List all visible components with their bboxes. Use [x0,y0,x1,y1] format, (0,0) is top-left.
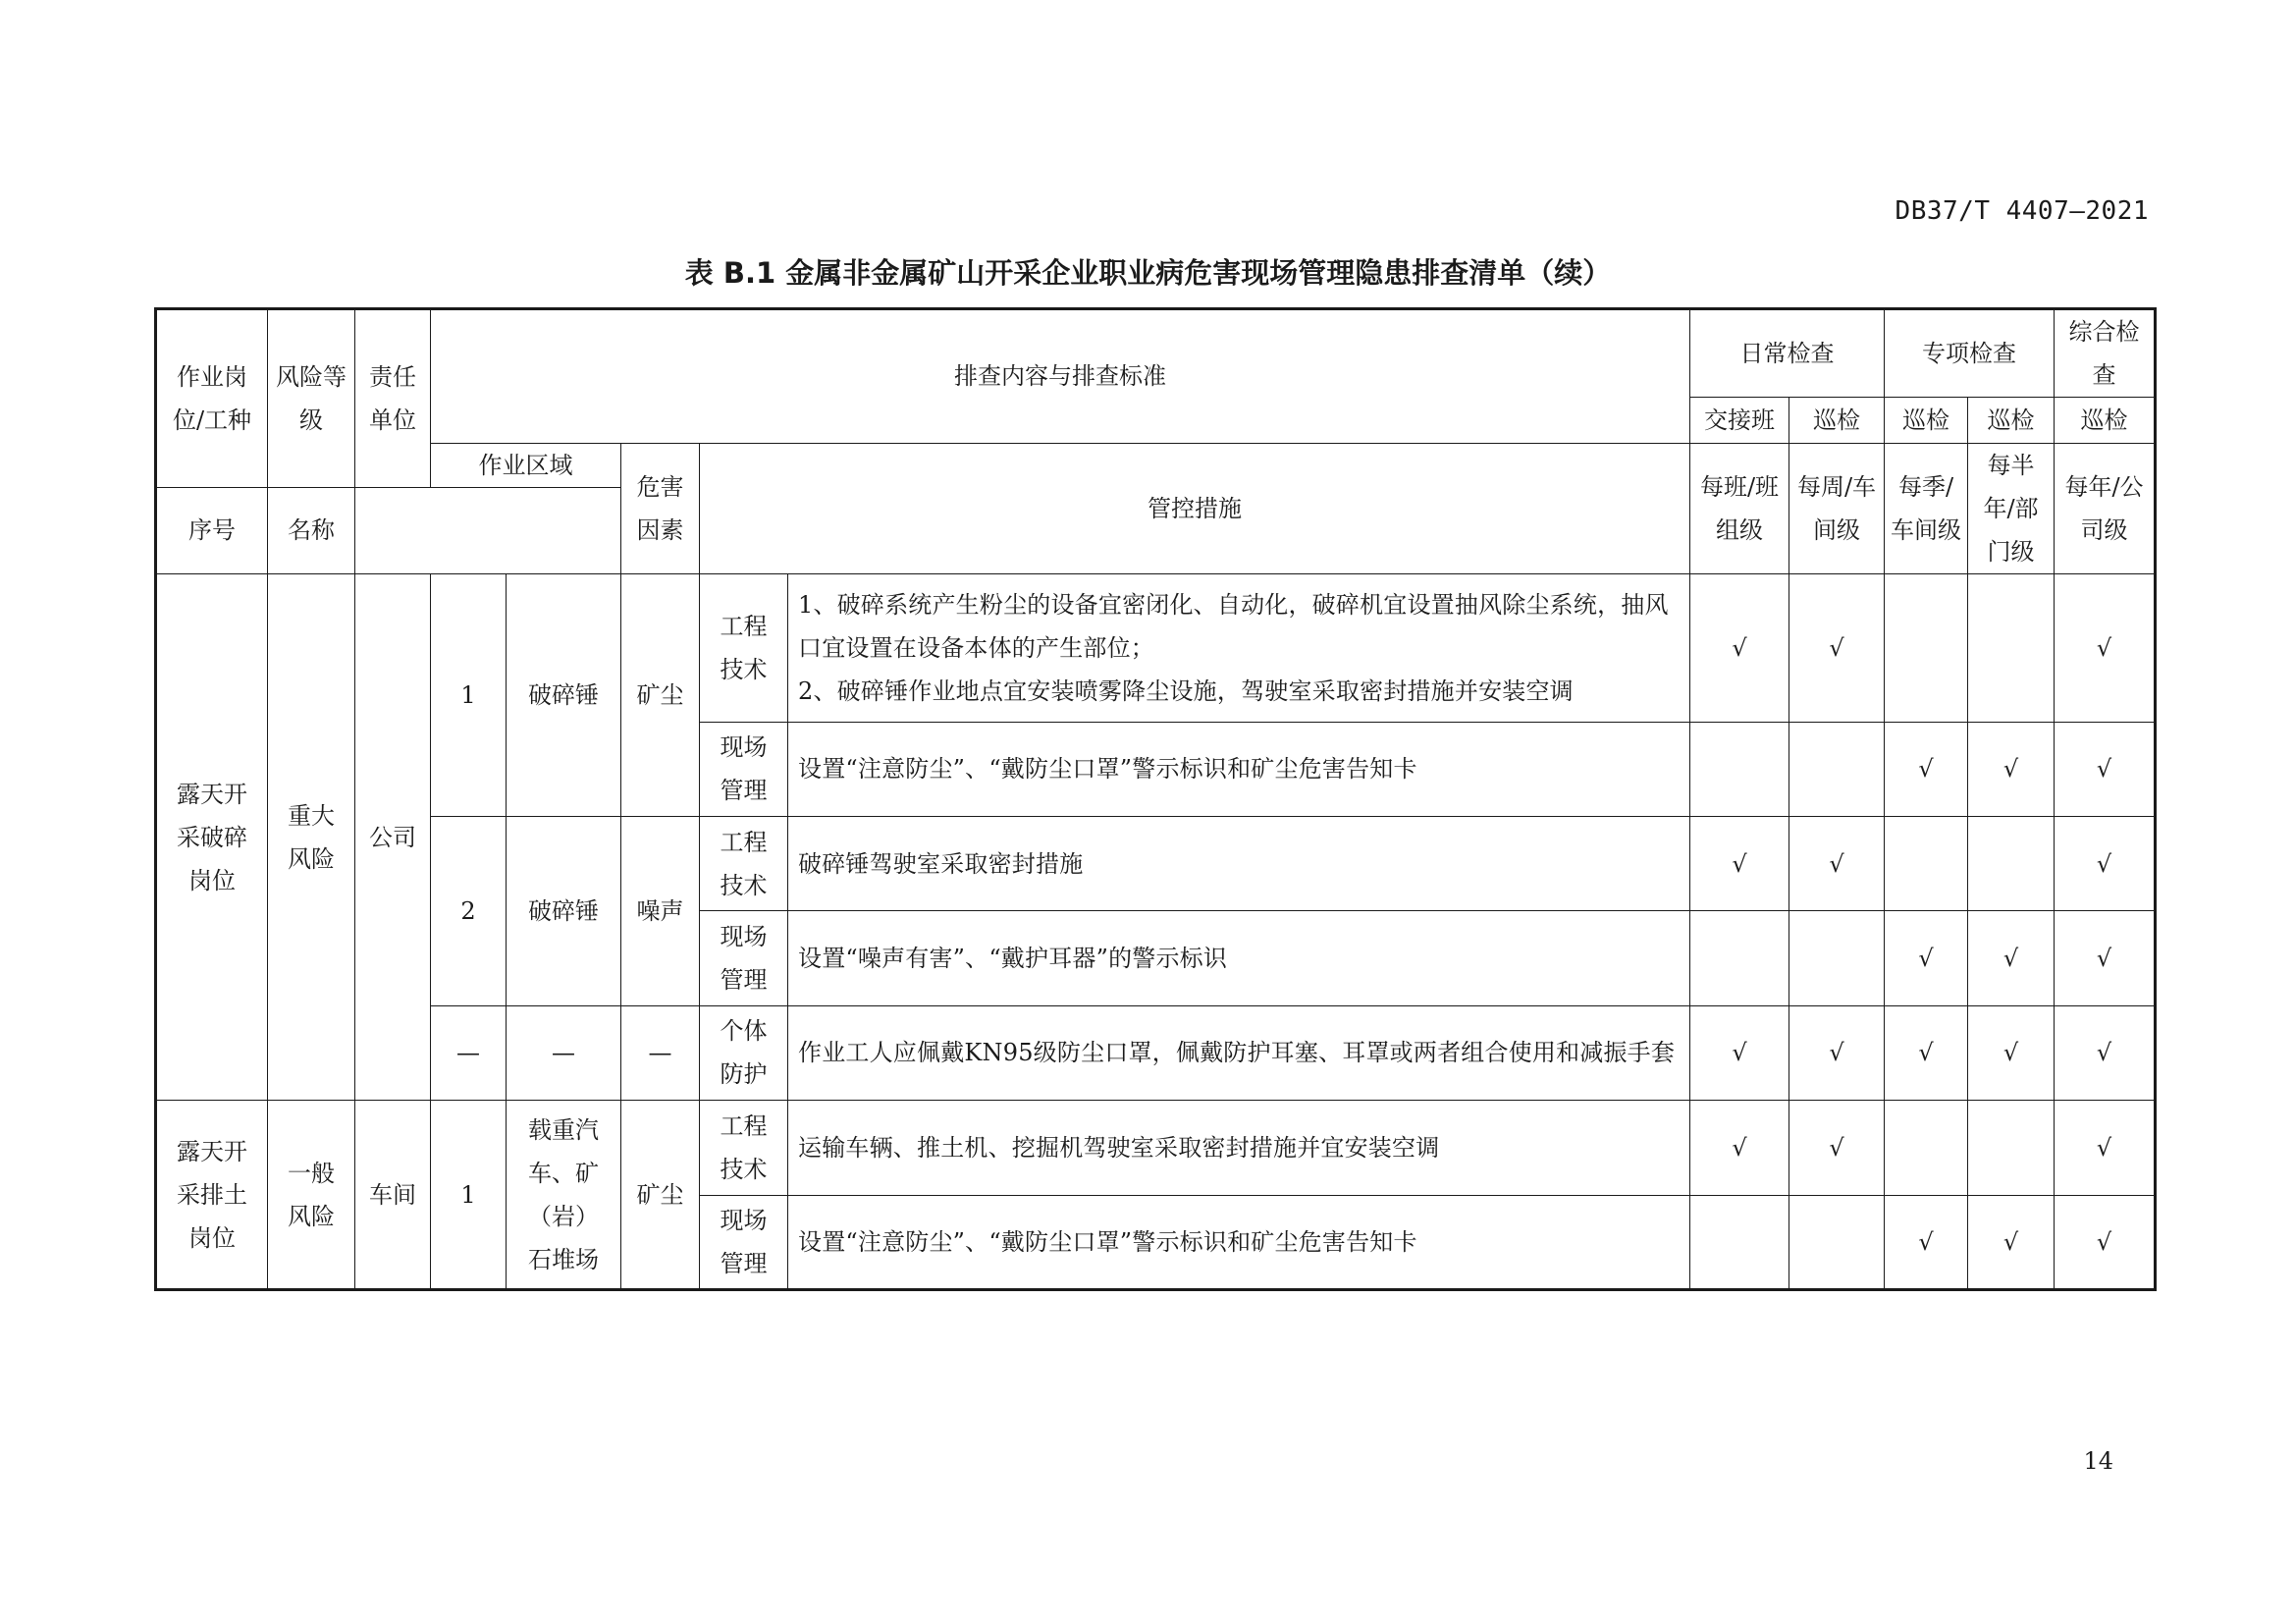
check-mark: √ [1789,1101,1885,1195]
header-control: 管控措施 [700,443,1690,574]
check-mark: √ [1885,722,1968,816]
cell-post: 露天开采破碎岗位 [156,574,268,1101]
cell-measure-type: 现场管理 [700,911,788,1005]
header-patrol-4: 巡检 [2055,398,2156,443]
check-mark: √ [2055,722,2156,816]
cell-measure-text [788,722,1690,816]
header-special: 专项检查 [1885,309,2055,398]
table-row [156,1005,2156,1100]
check-mark: √ [2055,817,2156,911]
cell-hazard: 矿尘 [621,574,700,817]
header-freq-quarter: 每季/车间级 [1885,443,1968,574]
cell-measure-text [788,1195,1690,1289]
measure-text-line: 设置“噪声有害”、“戴护耳器”的警示标识 [798,945,1228,973]
cell-name: — [507,1005,621,1100]
cell-measure-type: 现场管理 [700,722,788,816]
cell-measure-type: 工程技术 [700,574,788,723]
cell-seq: — [431,1005,507,1100]
table-title: 表 B.1 金属非金属矿山开采企业职业病危害现场管理隐患排查清单（续） [684,256,1612,290]
check-mark: √ [2055,1005,2156,1100]
header-hazard: 危害因素 [621,443,700,574]
cell-measure-type: 工程技术 [700,1101,788,1195]
header-risk: 风险等级 [268,309,355,488]
cell-measure-type: 个体防护 [700,1005,788,1100]
measure-text-line: 破碎锤驾驶室采取密封措施 [798,849,1084,878]
cell-measure-text [788,817,1690,911]
check-mark: √ [1690,817,1789,911]
cell-unit: 公司 [355,574,431,1101]
check-mark [1789,1195,1885,1289]
check-mark [1690,722,1789,816]
check-mark: √ [2055,1195,2156,1289]
check-mark: √ [1789,574,1885,723]
check-mark: √ [1690,574,1789,723]
check-mark: √ [1690,1101,1789,1195]
header-row-3 [156,443,2156,487]
check-mark: √ [1789,1005,1885,1100]
check-mark: √ [1690,1005,1789,1100]
cell-hazard: 矿尘 [621,1101,700,1290]
header-freq-week: 每周/车间级 [1789,443,1885,574]
header-patrol-3: 巡检 [1968,398,2055,443]
header-post: 作业岗位/工种 [156,309,268,488]
cell-measure-text [788,1005,1690,1100]
header-freq-halfyear: 每半年/部门级 [1968,443,2055,574]
check-mark: √ [1789,817,1885,911]
cell-measure-type: 现场管理 [700,1195,788,1289]
check-mark [1968,1101,2055,1195]
cell-seq: 2 [431,817,507,1006]
measure-text-line: 作业工人应佩戴KN95级防尘口罩，佩戴防护耳塞、耳罩或两者组合使用和减振手套 [798,1039,1676,1067]
table-row [156,817,2156,911]
check-mark: √ [2055,574,2156,723]
check-mark [1885,574,1968,723]
cell-unit: 车间 [355,1101,431,1290]
header-area: 作业区域 [431,443,621,487]
header-patrol-2: 巡检 [1885,398,1968,443]
cell-risk: 重大风险 [268,574,355,1101]
document-code: DB37/T 4407—2021 [1895,196,2149,226]
cell-hazard: — [621,1005,700,1100]
check-mark [1789,911,1885,1005]
header-freq-shift: 每班/班组级 [1690,443,1789,574]
header-seq: 序号 [156,487,268,573]
inspection-table [154,307,2157,1291]
header-name: 名称 [268,487,355,573]
cell-seq: 1 [431,1101,507,1290]
check-mark: √ [1968,722,2055,816]
cell-measure-text [788,911,1690,1005]
header-handover: 交接班 [1690,398,1789,443]
check-mark: √ [1968,911,2055,1005]
cell-name: 破碎锤 [507,817,621,1006]
page-number: 14 [2083,1447,2113,1475]
check-mark [1789,722,1885,816]
header-patrol-1: 巡检 [1789,398,1885,443]
cell-name: 破碎锤 [507,574,621,817]
cell-measure-type: 工程技术 [700,817,788,911]
table-row [156,1101,2156,1195]
check-mark: √ [2055,1101,2156,1195]
header-freq-year: 每年/公司级 [2055,443,2156,574]
measure-text-line: 1、破碎系统产生粉尘的设备宜密闭化、自动化，破碎机宜设置抽风除尘系统，抽风口宜设置在设备本体的产生部位； [798,590,1669,662]
cell-risk: 一般风险 [268,1101,355,1290]
measure-text-line: 运输车辆、推土机、挖掘机驾驶室采取密封措施并宜安装空调 [798,1133,1440,1162]
check-mark [1690,911,1789,1005]
cell-name: 载重汽车、矿（岩）石堆场 [507,1101,621,1290]
check-mark: √ [1885,1195,1968,1289]
check-mark [1885,817,1968,911]
cell-seq: 1 [431,574,507,817]
header-content: 排查内容与排查标准 [431,309,1690,444]
header-row-1 [156,309,2156,398]
table-row [156,574,2156,723]
check-mark: √ [1968,1005,2055,1100]
check-mark [1968,574,2055,723]
check-mark: √ [1968,1195,2055,1289]
measure-text-line: 设置“注意防尘”、“戴防尘口罩”警示标识和矿尘危害告知卡 [798,755,1417,784]
measure-text-line: 设置“注意防尘”、“戴防尘口罩”警示标识和矿尘危害告知卡 [798,1227,1417,1256]
check-mark: √ [2055,911,2156,1005]
header-comprehensive: 综合检查 [2055,309,2156,398]
cell-measure-text [788,574,1690,723]
header-daily: 日常检查 [1690,309,1885,398]
cell-measure-text [788,1101,1690,1195]
check-mark [1968,817,2055,911]
measure-text-line: 2、破碎锤作业地点宜安装喷雾降尘设施，驾驶室采取密封措施并安装空调 [798,677,1574,705]
cell-post: 露天开采排土岗位 [156,1101,268,1290]
cell-hazard: 噪声 [621,817,700,1006]
check-mark [1885,1101,1968,1195]
check-mark [1690,1195,1789,1289]
header-unit: 责任单位 [355,309,431,488]
check-mark: √ [1885,1005,1968,1100]
check-mark: √ [1885,911,1968,1005]
